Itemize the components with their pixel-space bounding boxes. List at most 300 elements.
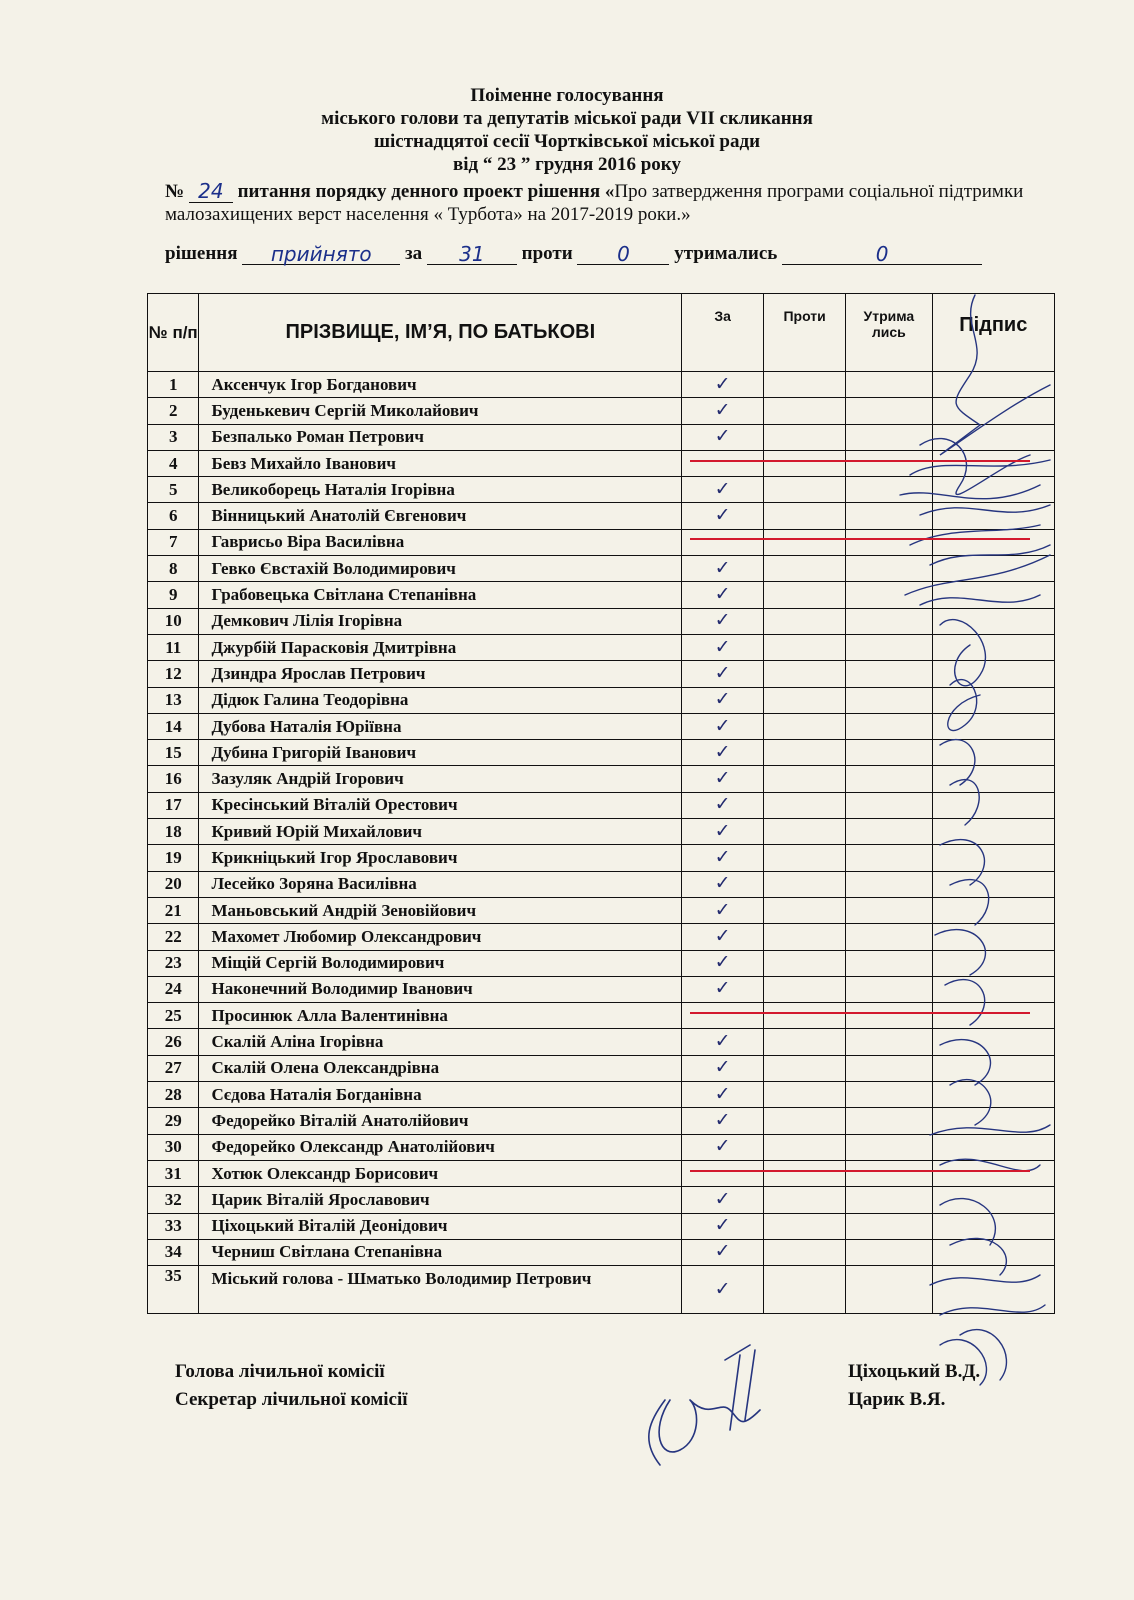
checkmark-icon: ✓: [714, 924, 731, 947]
signature-cell: [932, 924, 1054, 950]
vote-proty-cell: [764, 1239, 846, 1265]
vote-proty-cell: [764, 477, 846, 503]
vote-za-cell: [682, 582, 764, 608]
decision-label: рішення: [165, 243, 238, 264]
deputy-name: Дзиндра Ярослав Петрович: [199, 661, 682, 687]
table-row: [148, 976, 1055, 1002]
vote-za-cell: [682, 1082, 764, 1108]
vote-proty-cell: [764, 1082, 846, 1108]
proty-label: проти: [521, 243, 573, 264]
table-row: [148, 950, 1055, 976]
table-row: [148, 924, 1055, 950]
vote-za-cell: [682, 950, 764, 976]
vote-proty-cell: [764, 661, 846, 687]
signature-cell: [932, 450, 1054, 476]
signature-cell: [932, 634, 1054, 660]
signature-cell: [932, 1187, 1054, 1213]
table-row: [148, 1239, 1055, 1265]
vote-utr-cell: [846, 1239, 932, 1265]
za-label: за: [405, 243, 423, 264]
table-row: [148, 713, 1055, 739]
vote-proty-cell: [764, 1266, 846, 1314]
row-number: 10: [148, 608, 199, 634]
table-row: [148, 1055, 1055, 1081]
signature-cell: [932, 687, 1054, 713]
vote-za-cell: [682, 424, 764, 450]
deputy-name: Буденькевич Сергій Миколайович: [199, 398, 682, 424]
signature-cell: [932, 1213, 1054, 1239]
row-number: 21: [148, 897, 199, 923]
table-row: [148, 845, 1055, 871]
chair-label: Голова лічильної комісії: [175, 1361, 385, 1382]
vote-za-cell: [682, 1108, 764, 1134]
row-number: 24: [148, 976, 199, 1002]
col-header-sig: Підпис: [932, 294, 1054, 372]
proty-field: [577, 242, 669, 265]
vote-utr-cell: [846, 424, 932, 450]
vote-proty-cell: [764, 1055, 846, 1081]
vote-proty-cell: [764, 897, 846, 923]
utr-field: [782, 242, 982, 265]
proty-value: 0: [617, 242, 630, 266]
checkmark-icon: ✓: [714, 583, 731, 606]
checkmark-icon: ✓: [714, 635, 731, 658]
deputy-name: Маньовський Андрій Зеновійович: [199, 897, 682, 923]
deputy-name: Кресінський Віталій Орестович: [199, 792, 682, 818]
checkmark-icon: ✓: [714, 661, 731, 684]
vote-utr-cell: [846, 740, 932, 766]
vote-utr-cell: [846, 477, 932, 503]
signature-cell: [932, 372, 1054, 398]
deputy-name: Черниш Світлана Степанівна: [199, 1239, 682, 1265]
checkmark-icon: ✓: [714, 793, 731, 816]
checkmark-icon: ✓: [714, 609, 731, 632]
table-row: [148, 1134, 1055, 1160]
vote-proty-cell: [764, 740, 846, 766]
vote-proty-cell: [764, 634, 846, 660]
table-row: [148, 819, 1055, 845]
col-header-utr: Утрима лись: [846, 294, 932, 372]
deputy-name: Джурбій Парасковія Дмитрівна: [199, 634, 682, 660]
secretary-name: Царик В.Я.: [848, 1389, 946, 1410]
signature-cell: [932, 950, 1054, 976]
vote-za-cell: [682, 608, 764, 634]
signature-cell: [932, 1134, 1054, 1160]
vote-za-cell: [682, 556, 764, 582]
checkmark-icon: ✓: [714, 872, 731, 895]
table-row: [148, 1003, 1055, 1029]
vote-proty-cell: [764, 924, 846, 950]
vote-utr-cell: [846, 766, 932, 792]
vote-utr-cell: [846, 529, 932, 555]
signature-cell: [932, 424, 1054, 450]
table-row: [148, 1160, 1055, 1186]
deputy-name: Скалій Олена Олександрівна: [199, 1055, 682, 1081]
za-field: [427, 242, 517, 265]
absence-strike-line: [690, 1170, 1030, 1172]
signature-cell: [932, 1266, 1054, 1314]
signature-cell: [932, 1160, 1054, 1186]
signature-cell: [932, 871, 1054, 897]
table-row: [148, 450, 1055, 476]
vote-proty-cell: [764, 1187, 846, 1213]
checkmark-icon: ✓: [714, 898, 731, 921]
vote-proty-cell: [764, 766, 846, 792]
vote-za-cell: [682, 713, 764, 739]
deputy-name: Федорейко Олександр Анатолійович: [199, 1134, 682, 1160]
row-number: 34: [148, 1239, 199, 1265]
vote-utr-cell: [846, 661, 932, 687]
vote-utr-cell: [846, 1134, 932, 1160]
vote-proty-cell: [764, 1029, 846, 1055]
vote-za-cell: [682, 1187, 764, 1213]
voting-table: [147, 293, 1055, 1314]
vote-za-cell: [682, 1029, 764, 1055]
utr-value: 0: [875, 242, 889, 266]
signature-cell: [932, 1239, 1054, 1265]
vote-utr-cell: [846, 687, 932, 713]
row-number: 22: [148, 924, 199, 950]
vote-utr-cell: [846, 1160, 932, 1186]
za-value: 31: [459, 242, 485, 266]
vote-proty-cell: [764, 871, 846, 897]
row-number: 7: [148, 529, 199, 555]
signature-cell: [932, 608, 1054, 634]
table-row: [148, 503, 1055, 529]
checkmark-icon: ✓: [714, 1187, 731, 1210]
row-number: 4: [148, 450, 199, 476]
vote-za-cell: [682, 819, 764, 845]
vote-utr-cell: [846, 608, 932, 634]
signature-cell: [932, 503, 1054, 529]
decision-field: [242, 242, 400, 265]
vote-utr-cell: [846, 1266, 932, 1314]
utr-label: утримались: [674, 243, 778, 264]
vote-za-cell: [682, 529, 764, 555]
deputy-name: Міський голова - Шматько Володимир Петрович: [199, 1266, 682, 1314]
decision-value: прийнято: [270, 242, 372, 266]
issue-number-label: №: [165, 181, 185, 202]
vote-proty-cell: [764, 713, 846, 739]
row-number: 28: [148, 1082, 199, 1108]
vote-za-cell: [682, 503, 764, 529]
vote-utr-cell: [846, 871, 932, 897]
col-header-za: За: [682, 294, 764, 372]
row-number: 35: [148, 1266, 199, 1314]
vote-utr-cell: [846, 950, 932, 976]
checkmark-icon: ✓: [714, 504, 731, 527]
table-row: [148, 582, 1055, 608]
table-row: [148, 1108, 1055, 1134]
signature-cell: [932, 845, 1054, 871]
deputy-name: Грабовецька Світлана Степанівна: [199, 582, 682, 608]
deputy-name: Безпалько Роман Петрович: [199, 424, 682, 450]
vote-utr-cell: [846, 556, 932, 582]
deputy-name: Дідюк Галина Теодорівна: [199, 687, 682, 713]
signature-cell: [932, 529, 1054, 555]
row-number: 31: [148, 1160, 199, 1186]
vote-za-cell: [682, 661, 764, 687]
row-number: 25: [148, 1003, 199, 1029]
deputy-name: Лесейко Зоряна Василівна: [199, 871, 682, 897]
header-title: Поіменне голосування: [470, 85, 664, 106]
signature-cell: [932, 740, 1054, 766]
vote-proty-cell: [764, 398, 846, 424]
table-row: [148, 1187, 1055, 1213]
issue-number-field: [189, 180, 233, 203]
row-number: 23: [148, 950, 199, 976]
vote-za-cell: [682, 1213, 764, 1239]
deputy-name: Крикніцький Ігор Ярославович: [199, 845, 682, 871]
deputy-name: Просинюк Алла Валентинівна: [199, 1003, 682, 1029]
vote-za-cell: [682, 372, 764, 398]
checkmark-icon: ✓: [714, 977, 731, 1000]
vote-proty-cell: [764, 556, 846, 582]
document-header: [0, 84, 1134, 176]
vote-proty-cell: [764, 582, 846, 608]
table-row: [148, 1213, 1055, 1239]
deputy-name: Ціхоцький Віталій Деонідович: [199, 1213, 682, 1239]
vote-proty-cell: [764, 1108, 846, 1134]
checkmark-icon: ✓: [714, 845, 731, 868]
table-row: [148, 1266, 1055, 1314]
table-row: [148, 766, 1055, 792]
deputy-name: Сєдова Наталія Богданівна: [199, 1082, 682, 1108]
vote-utr-cell: [846, 1003, 932, 1029]
checkmark-icon: ✓: [714, 1108, 731, 1131]
table-row: [148, 661, 1055, 687]
deputy-name: Зазуляк Андрій Ігорович: [199, 766, 682, 792]
vote-utr-cell: [846, 372, 932, 398]
vote-utr-cell: [846, 897, 932, 923]
row-number: 29: [148, 1108, 199, 1134]
row-number: 18: [148, 819, 199, 845]
vote-utr-cell: [846, 582, 932, 608]
vote-utr-cell: [846, 845, 932, 871]
checkmark-icon: ✓: [714, 1277, 731, 1300]
deputy-name: Дубова Наталія Юріївна: [199, 713, 682, 739]
row-number: 3: [148, 424, 199, 450]
checkmark-icon: ✓: [714, 1240, 731, 1263]
vote-za-cell: [682, 924, 764, 950]
row-number: 33: [148, 1213, 199, 1239]
vote-proty-cell: [764, 450, 846, 476]
row-number: 32: [148, 1187, 199, 1213]
signature-cell: [932, 1055, 1054, 1081]
checkmark-icon: ✓: [714, 1056, 731, 1079]
row-number: 17: [148, 792, 199, 818]
table-row: [148, 608, 1055, 634]
vote-za-cell: [682, 450, 764, 476]
col-header-proty: Проти: [764, 294, 846, 372]
checkmark-icon: ✓: [714, 1135, 731, 1158]
vote-proty-cell: [764, 687, 846, 713]
vote-proty-cell: [764, 1003, 846, 1029]
vote-proty-cell: [764, 1160, 846, 1186]
deputy-name: Міщій Сергій Володимирович: [199, 950, 682, 976]
row-number: 9: [148, 582, 199, 608]
vote-utr-cell: [846, 1055, 932, 1081]
issue-prefix: питання порядку денного проект рішення «: [237, 181, 615, 202]
counting-commission-signatures: [630, 1340, 810, 1470]
signature-cell: [932, 897, 1054, 923]
table-row: [148, 477, 1055, 503]
vote-proty-cell: [764, 503, 846, 529]
vote-za-cell: [682, 1239, 764, 1265]
vote-za-cell: [682, 766, 764, 792]
vote-proty-cell: [764, 976, 846, 1002]
table-row: [148, 634, 1055, 660]
vote-utr-cell: [846, 398, 932, 424]
vote-proty-cell: [764, 372, 846, 398]
row-number: 27: [148, 1055, 199, 1081]
vote-proty-cell: [764, 608, 846, 634]
table-row: [148, 424, 1055, 450]
signature-cell: [932, 1108, 1054, 1134]
row-number: 14: [148, 713, 199, 739]
row-number: 11: [148, 634, 199, 660]
vote-za-cell: [682, 1055, 764, 1081]
table-row: [148, 740, 1055, 766]
vote-za-cell: [682, 1266, 764, 1314]
signature-cell: [932, 582, 1054, 608]
table-row: [148, 871, 1055, 897]
vote-utr-cell: [846, 792, 932, 818]
row-number: 12: [148, 661, 199, 687]
deputy-name: Бевз Михайло Іванович: [199, 450, 682, 476]
signature-cell: [932, 661, 1054, 687]
vote-utr-cell: [846, 1187, 932, 1213]
deputy-name: Федорейко Віталій Анатолійович: [199, 1108, 682, 1134]
table-row: [148, 529, 1055, 555]
vote-za-cell: [682, 740, 764, 766]
checkmark-icon: ✓: [714, 372, 731, 395]
signature-cell: [932, 1029, 1054, 1055]
vote-utr-cell: [846, 819, 932, 845]
checkmark-icon: ✓: [714, 398, 731, 421]
header-subtitle-1: міського голови та депутатів міської ради VII скликання: [321, 108, 813, 129]
deputy-name: Гаврисьо Віра Василівна: [199, 529, 682, 555]
checkmark-icon: ✓: [714, 1082, 731, 1105]
issue-number-value: 24: [198, 179, 224, 203]
signature-cell: [932, 1082, 1054, 1108]
signature-cell: [932, 398, 1054, 424]
row-number: 30: [148, 1134, 199, 1160]
checkmark-icon: ✓: [714, 477, 731, 500]
header-subtitle-2: шістнадцятої сесії Чортківської міської ради: [373, 131, 761, 152]
vote-proty-cell: [764, 1134, 846, 1160]
checkmark-icon: ✓: [714, 740, 731, 763]
vote-za-cell: [682, 398, 764, 424]
row-number: 5: [148, 477, 199, 503]
vote-za-cell: [682, 845, 764, 871]
vote-utr-cell: [846, 450, 932, 476]
row-number: 19: [148, 845, 199, 871]
footer-right: [848, 1358, 980, 1414]
signature-cell: [932, 766, 1054, 792]
checkmark-icon: ✓: [714, 951, 731, 974]
chair-name: Ціхоцький В.Д.: [848, 1361, 981, 1382]
vote-utr-cell: [846, 924, 932, 950]
vote-za-cell: [682, 1160, 764, 1186]
footer-left: [175, 1358, 408, 1414]
vote-za-cell: [682, 792, 764, 818]
signature-cell: [932, 713, 1054, 739]
table-row: [148, 792, 1055, 818]
signature-cell: [932, 792, 1054, 818]
secretary-label: Секретар лічильної комісії: [175, 1389, 408, 1410]
deputy-name: Хотюк Олександр Борисович: [199, 1160, 682, 1186]
vote-za-cell: [682, 687, 764, 713]
vote-za-cell: [682, 477, 764, 503]
vote-utr-cell: [846, 976, 932, 1002]
checkmark-icon: ✓: [714, 688, 731, 711]
vote-za-cell: [682, 871, 764, 897]
signature-cell: [932, 477, 1054, 503]
signature-cell: [932, 976, 1054, 1002]
signature-cell: [932, 1003, 1054, 1029]
row-number: 2: [148, 398, 199, 424]
deputy-name: Дубина Григорій Іванович: [199, 740, 682, 766]
signature-cell: [932, 819, 1054, 845]
vote-za-cell: [682, 976, 764, 1002]
col-header-num: № п/п: [148, 294, 199, 372]
issue-text: Про затвердження програми соціальної підтримки малозахищених верст населення « Турбота» на 2017-2019 роки.»: [165, 181, 1024, 225]
checkmark-icon: ✓: [714, 714, 731, 737]
agenda-issue: [165, 180, 1065, 226]
vote-za-cell: [682, 1003, 764, 1029]
table-row: [148, 556, 1055, 582]
absence-strike-line: [690, 538, 1030, 540]
checkmark-icon: ✓: [714, 767, 731, 790]
col-header-name: ПРІЗВИЩЕ, ІМ’Я, ПО БАТЬКОВІ: [199, 294, 682, 372]
vote-utr-cell: [846, 1082, 932, 1108]
deputy-name: Скалій Аліна Ігорівна: [199, 1029, 682, 1055]
row-number: 20: [148, 871, 199, 897]
vote-utr-cell: [846, 634, 932, 660]
checkmark-icon: ✓: [714, 556, 731, 579]
row-number: 6: [148, 503, 199, 529]
vote-utr-cell: [846, 1213, 932, 1239]
table-row: [148, 1082, 1055, 1108]
decision-line: [165, 242, 982, 265]
table-row: [148, 1029, 1055, 1055]
vote-proty-cell: [764, 1213, 846, 1239]
table-row: [148, 897, 1055, 923]
deputy-name: Махомет Любомир Олександрович: [199, 924, 682, 950]
row-number: 16: [148, 766, 199, 792]
table-row: [148, 398, 1055, 424]
checkmark-icon: ✓: [714, 819, 731, 842]
vote-utr-cell: [846, 713, 932, 739]
deputy-name: Аксенчук Ігор Богданович: [199, 372, 682, 398]
row-number: 26: [148, 1029, 199, 1055]
table-row: [148, 372, 1055, 398]
vote-za-cell: [682, 897, 764, 923]
vote-proty-cell: [764, 792, 846, 818]
absence-strike-line: [690, 460, 1030, 462]
signature-cell: [932, 556, 1054, 582]
deputy-name: Гевко Євстахій Володимирович: [199, 556, 682, 582]
vote-proty-cell: [764, 424, 846, 450]
row-number: 13: [148, 687, 199, 713]
vote-proty-cell: [764, 529, 846, 555]
deputy-name: Царик Віталій Ярославович: [199, 1187, 682, 1213]
row-number: 1: [148, 372, 199, 398]
vote-proty-cell: [764, 845, 846, 871]
vote-za-cell: [682, 1134, 764, 1160]
vote-proty-cell: [764, 950, 846, 976]
